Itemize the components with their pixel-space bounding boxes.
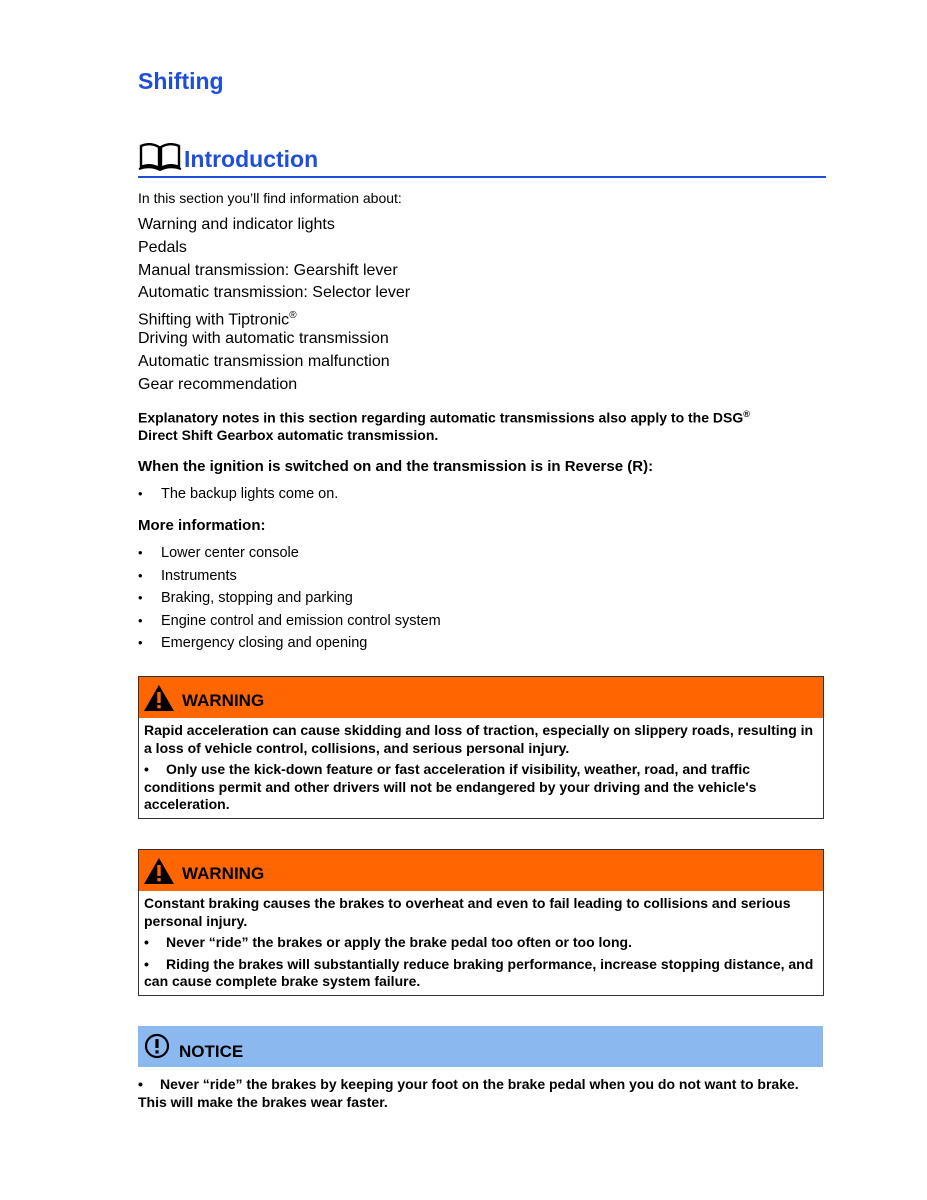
intro-heading: Introduction xyxy=(184,146,319,172)
notice-body: • Never “ride” the brakes by keeping your foot on the brake pedal when you do not want to brake. This will make the brakes wear faster. xyxy=(138,1076,799,1110)
warning-box xyxy=(138,676,824,819)
warning-body xyxy=(139,892,823,995)
topic-item[interactable]: Warning and indicator lights xyxy=(138,216,335,233)
notice-title: NOTICE xyxy=(179,1042,244,1061)
warning-triangle-icon xyxy=(143,684,175,712)
topic-item[interactable]: Automatic transmission: Selector lever xyxy=(138,284,411,302)
dsg-note-part2: Direct Shift Gearbox automatic transmission. xyxy=(138,427,439,444)
warning-triangle-icon xyxy=(143,857,175,885)
warning-bullet-text: Riding the brakes will substantially reduce braking performance, increase stopping distance, and can cause complete brake system failure. xyxy=(144,955,814,989)
notice-bullet-text: Never “ride” the brakes by keeping your foot on the brake pedal when you do not want to brake. This will make the brakes wear faster. xyxy=(138,1076,799,1110)
intro-heading-bar xyxy=(138,140,826,178)
warning-bullet: • Riding the brakes will substantially reduce braking performance, increase stopping distance, and can cause complete brake system failure. xyxy=(144,955,814,989)
topic-item[interactable]: Automatic transmission malfunction xyxy=(138,352,390,370)
warning-box xyxy=(138,849,824,996)
list-item: • The backup lights come on. xyxy=(138,483,338,506)
warning-title: WARNING xyxy=(182,864,265,883)
section-title: Shifting xyxy=(138,68,224,94)
topic-item[interactable] xyxy=(138,305,410,328)
warning-bullet: • Only use the kick-down feature or fast acceleration if visibility, weather, road, and traffic conditions permit and other drivers will not be endangered by your driving and the vehicle's acceleration. xyxy=(144,761,757,812)
more-info-link[interactable]: • Lower center console xyxy=(138,542,441,565)
warning-body xyxy=(139,719,823,818)
topic-item-label: Shifting with Tiptronic xyxy=(138,311,290,329)
reverse-list xyxy=(138,483,338,506)
topic-item[interactable]: Manual transmission: Gearshift lever xyxy=(138,261,398,279)
warning-text: Constant braking causes the brakes to overheat and even to fail leading to collisions and serious personal injury. xyxy=(144,895,791,929)
warning-title: WARNING xyxy=(182,691,265,710)
warning-text: Rapid acceleration can cause skidding and loss of traction, especially on slippery roads, resulting in a loss of vehicle control, collisions, and serious personal injury. xyxy=(144,722,814,756)
book-icon xyxy=(138,141,182,171)
registered-mark: ® xyxy=(743,409,750,419)
intro-text: In this section you’ll find information about: xyxy=(138,190,402,206)
dsg-note-part1: Explanatory notes in this section regarding automatic transmissions also apply to the DSG xyxy=(138,409,744,426)
warning-bullet: • Never “ride” the brakes or apply the brake pedal too often or too long. xyxy=(144,934,632,950)
warning-bullet-text: Only use the kick-down feature or fast acceleration if visibility, weather, road, and traffic conditions permit and other drivers will not be endangered by your driving and the vehicle's acceleration. xyxy=(144,761,757,812)
more-info-link[interactable]: • Instruments xyxy=(138,565,441,588)
topic-item[interactable]: Gear recommendation xyxy=(138,375,298,393)
dsg-note xyxy=(138,406,818,445)
topic-item[interactable]: Pedals xyxy=(138,238,187,256)
topic-item[interactable]: Driving with automatic transmission xyxy=(138,329,389,347)
warning-bullet-text: Never “ride” the brakes or apply the brake pedal too often or too long. xyxy=(166,934,632,950)
more-info-list xyxy=(138,542,441,655)
more-info-heading: More information: xyxy=(138,517,266,534)
reverse-heading: When the ignition is switched on and the transmission is in Reverse (R): xyxy=(138,458,654,475)
more-info-link[interactable]: • Engine control and emission control system xyxy=(138,610,441,633)
warning-header xyxy=(139,677,823,719)
more-info-link[interactable]: • Braking, stopping and parking xyxy=(138,587,441,610)
topic-list xyxy=(138,214,410,396)
warning-header xyxy=(139,850,823,892)
registered-mark: ® xyxy=(289,310,297,322)
more-info-link[interactable]: • Emergency closing and opening xyxy=(138,632,441,655)
notice-header xyxy=(138,1026,823,1067)
notice-exclamation-icon xyxy=(144,1033,170,1059)
